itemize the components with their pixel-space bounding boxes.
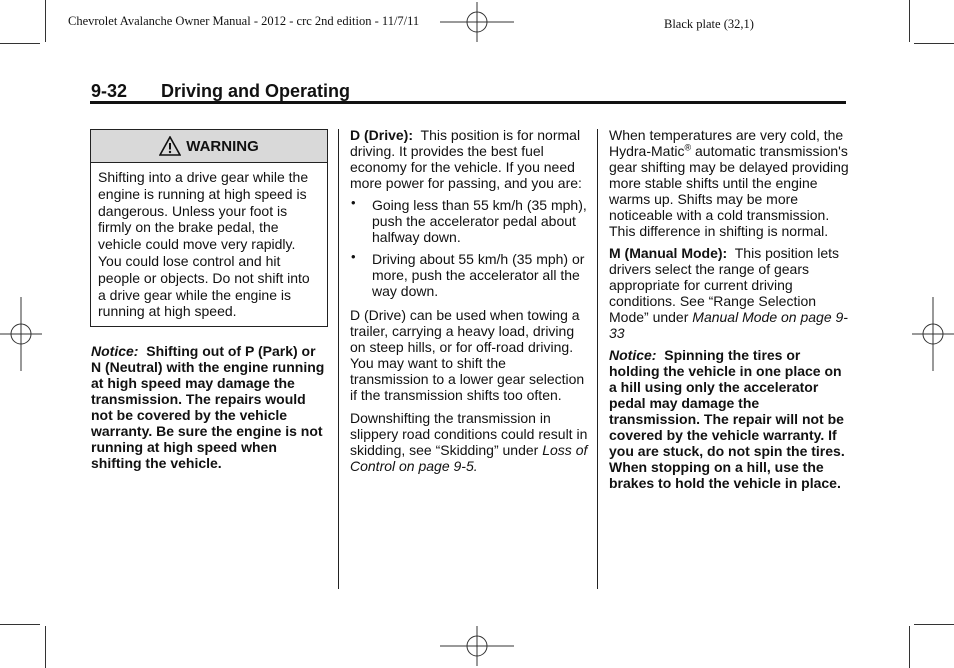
registration-mark-icon [0,297,42,371]
notice-park-neutral [91,343,327,471]
registration-mark-icon [912,297,954,371]
page-number: 9-32 [91,81,128,101]
cold-text-a: When temperatures are very cold, the Hydra-Matic [609,127,844,159]
drive-text: This position is for normal driving. It provides the best fuel economy for the vehicle. If you need more power for passing, and you are: [350,127,582,191]
notice-label: Notice: [609,347,657,363]
cross-reference-link[interactable]: Manual Mode on page 9-33 [609,309,848,341]
notice-label: Notice: [91,343,139,359]
column-divider [338,129,339,589]
towing-paragraph: D (Drive) can be used when towing a trailer, carrying a heavy load, driving on steep hills, or for off-road driving. You may want to shift the transmission to a lower gear selection if the transmission shifts too often. [350,307,585,403]
drive-section [350,127,588,474]
downshift-text: Downshifting the transmission in slippery road conditions could result in skidding, see “Skidding” under [350,410,588,458]
print-header-right: Black plate (32,1) [664,17,754,31]
notice-text: Spinning the tires or holding the vehicle in one place on a hill using only the accelerator pedal may damage the transmission. The repair will not be covered by the vehicle warranty. If you are stuck, do not spin the tires. When stopping on a hill, use the brakes to hold the vehicle in place. [609,347,845,491]
warning-header [91,130,327,163]
crop-mark [909,0,910,42]
crop-mark [45,0,46,42]
registered-mark: ® [684,142,692,153]
crop-mark [0,624,40,625]
cold-weather-section [609,127,849,491]
cross-reference-link[interactable]: Loss of Control on page 9-5. [350,442,588,474]
column-divider [597,129,598,589]
heading-rule [90,101,846,104]
drive-label: D (Drive): [350,127,414,143]
registration-mark-icon [440,626,514,666]
manual-mode-text: This position lets drivers select the range of gears appropriate for current driving conditions. See “Range Selection Mode” under [609,245,840,325]
crop-mark [45,626,46,668]
notice-text: Shifting out of P (Park) or N (Neutral) with the engine running at high speed may damage the transmission. The repairs would not be covered by the vehicle warranty. Be sure the engine is not running at high speed when shifting the vehicle. [91,343,325,471]
section-title: Driving and Operating [161,81,351,101]
warning-heading: WARNING [186,137,259,155]
crop-mark [914,43,954,44]
list-item: • Going less than 55 km/h (35 mph), push the accelerator pedal about halfway down. [350,197,588,245]
registration-mark-icon [440,2,514,42]
print-header-left: Chevrolet Avalanche Owner Manual - 2012 - crc 2nd edition - 11/7/11 [68,14,420,28]
warning-box [90,129,328,327]
crop-mark [909,626,910,668]
manual-mode-label: M (Manual Mode): [609,245,728,261]
cold-text-b: automatic transmission's gear shifting may be delayed providing more stable shifts until the engine warms up. Shifts may be more noticeable with a cold transmission. This difference in shifting is normal. [609,143,849,239]
crop-mark [0,43,40,44]
list-item: • Driving about 55 km/h (35 mph) or more, push the accelerator all the way down. [350,251,588,299]
drive-bullet-list [350,197,588,299]
crop-mark [914,624,954,625]
warning-text: Shifting into a drive gear while the engine is running at high speed is dangerous. Unless your foot is firmly on the brake pedal, the vehicle could move very rapidly. You could lose control and hit people or objects. Do not shift into a drive gear while the engine is running at high speed. [98,169,310,320]
warning-triangle-icon [159,136,181,156]
section-heading [91,81,350,102]
